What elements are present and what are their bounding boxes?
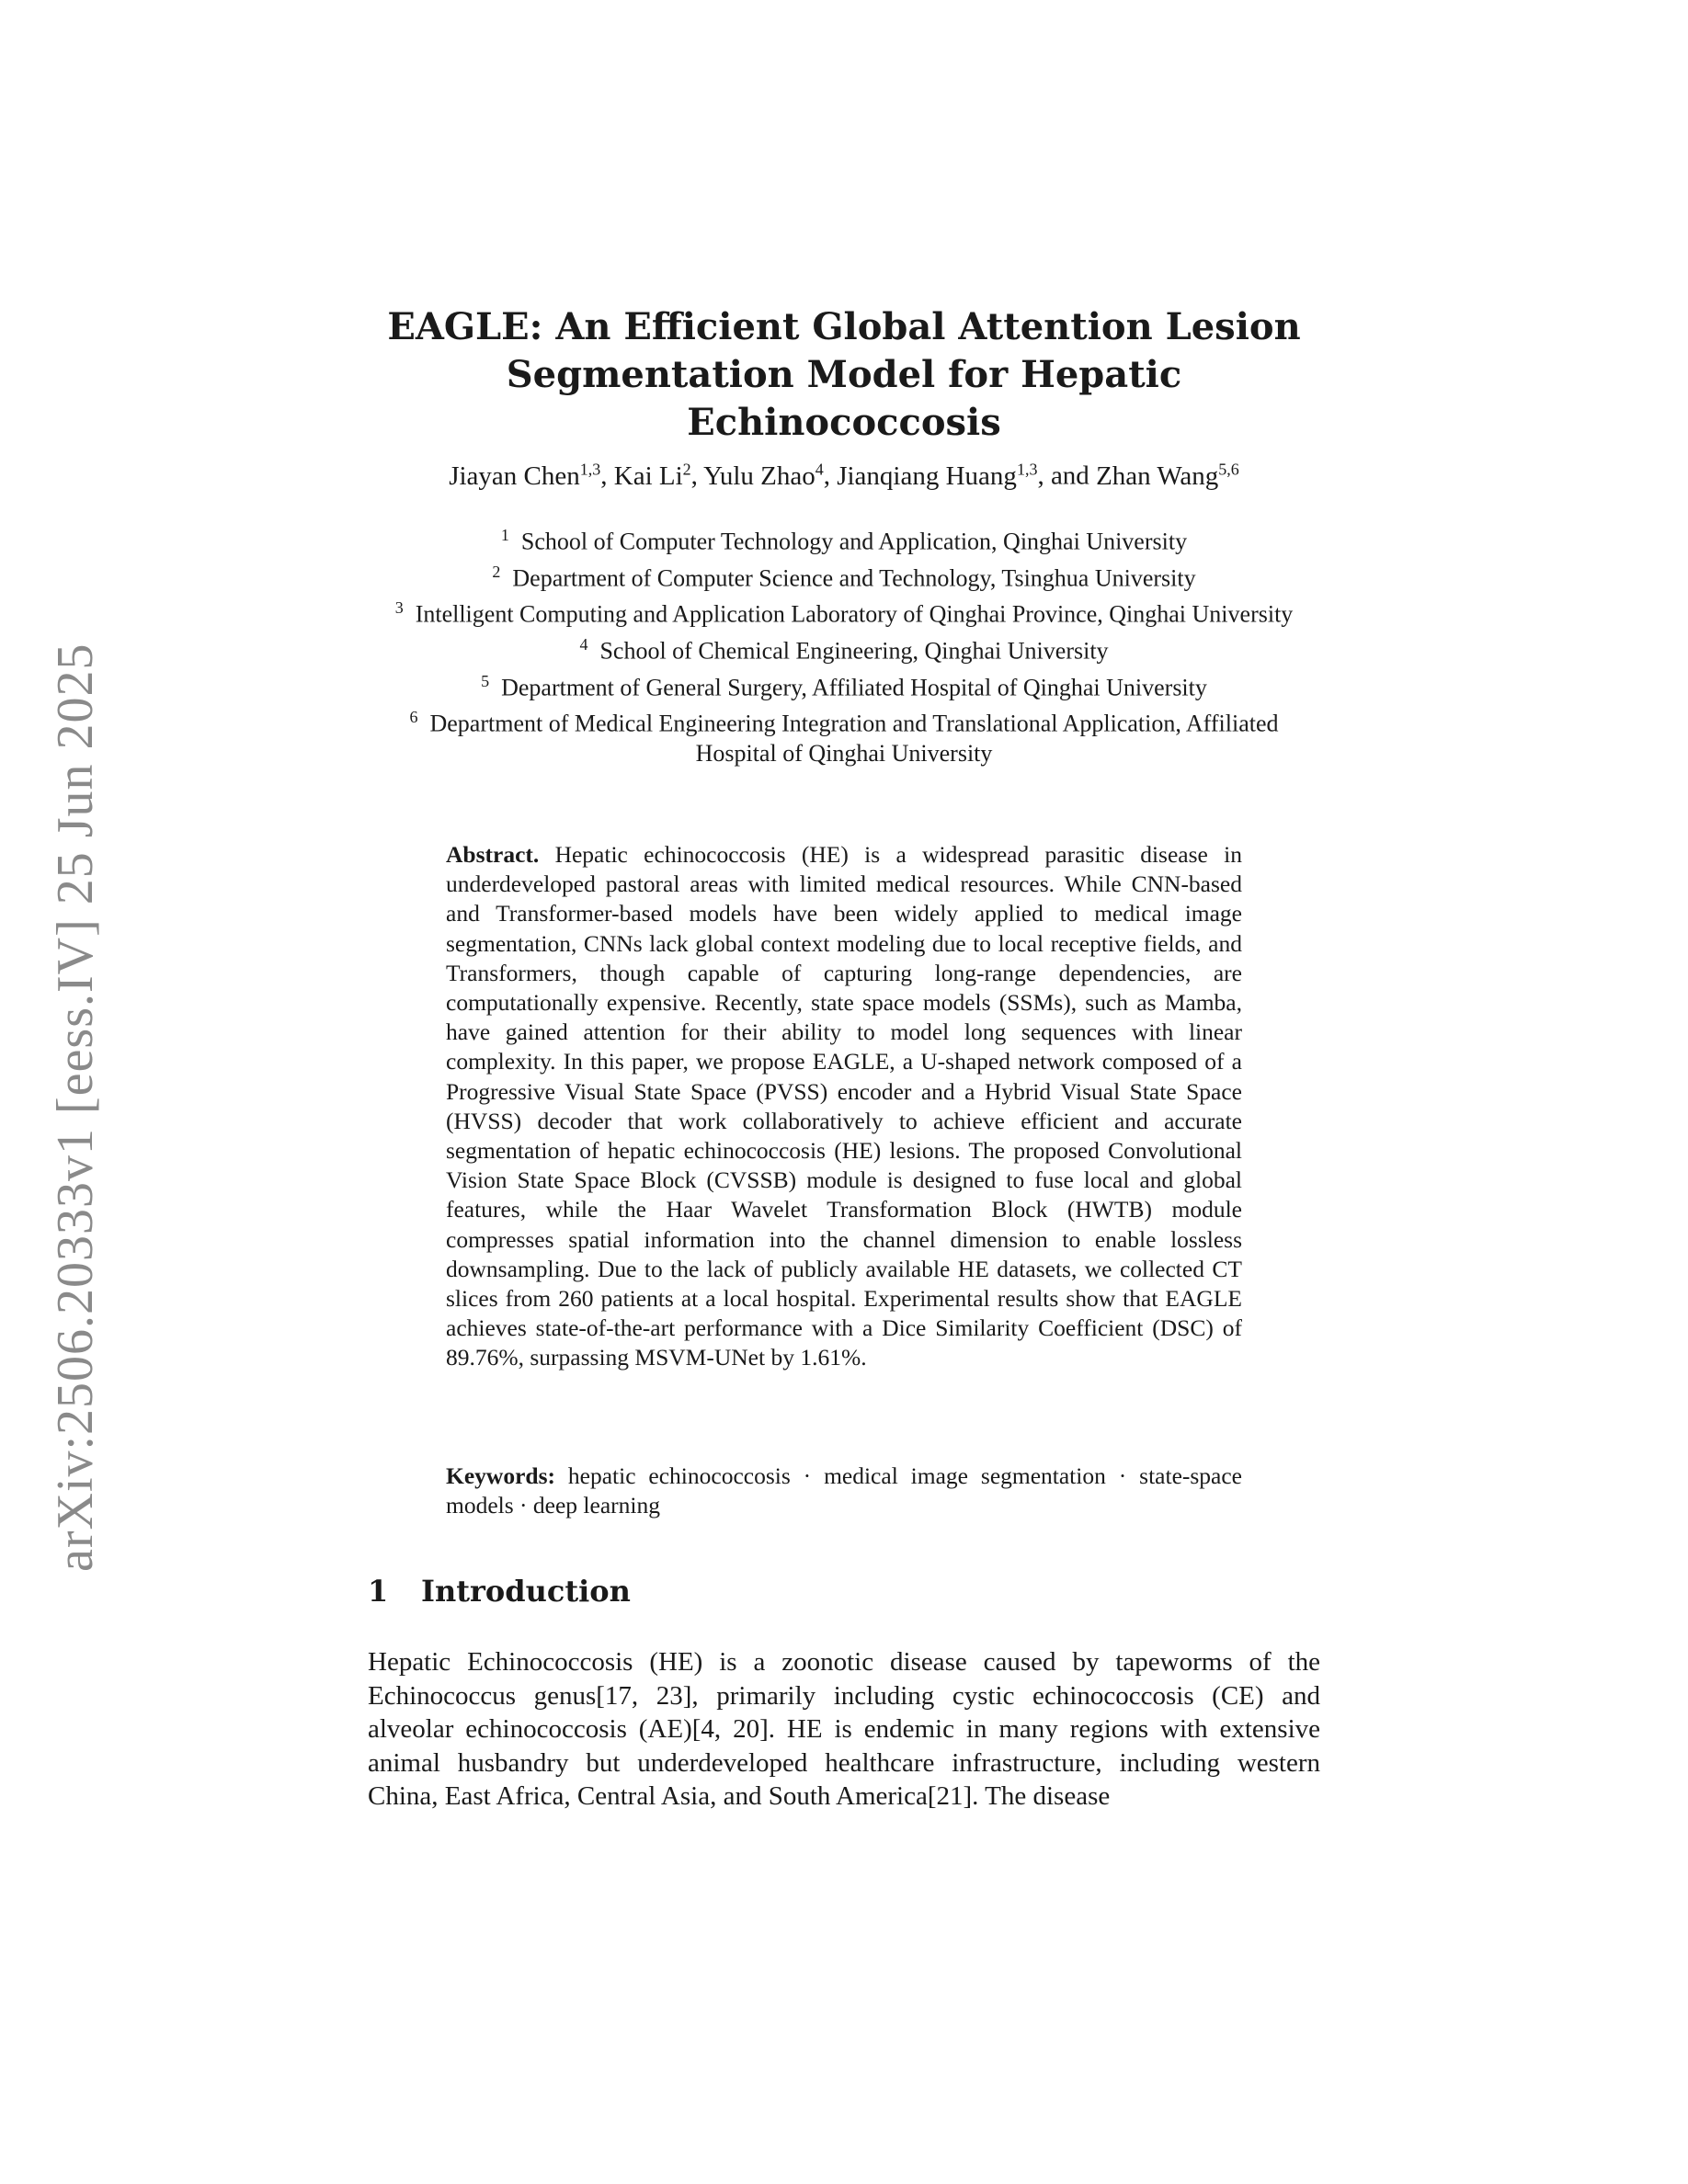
- author: Yulu Zhao$^4$: [703, 460, 824, 491]
- affiliation: $^5$ Department of General Surgery, Affiliated Hospital of Qinghai University: [481, 671, 1207, 701]
- author-list: Jiayan Chen$^{1,3}$, Kai Li$^2$, Yulu Zhao$^4$, Jianqiang Huang$^{1,3}$, and Zhan Wang$^{5,6}$: [449, 460, 1239, 491]
- author: Jianqiang Huang$^{1,3}$: [837, 460, 1038, 491]
- section-heading: [368, 1574, 631, 1609]
- title-line-1: EAGLE: An Efficient Global Attention Lesion: [387, 305, 1301, 348]
- keywords: [446, 1462, 1242, 1520]
- abstract-text: Hepatic echinococcosis (HE) is a widespread parasitic disease in underdeveloped pastoral areas with limited medical resources. While CNN-based and Transformer-based models have been widely applied to medical image segmentation, CNNs lack global context modeling due to local receptive fields, and Transformers, though capable of capturing long-range dependencies, are computationally expensive. Recently, state space models (SSMs), such as Mamba, have gained attention for their ability to model long sequences with linear complexity. In this paper, we propose EAGLE, a U-shaped network composed of a Progressive Visual State Space (PVSS) encoder and a Hybrid Visual State Space (HVSS) decoder that work collaboratively to achieve efficient and accurate segmentation of hepatic echinococcosis (HE) lesions. The proposed Convolutional Vision State Space Block (CVSSB) module is designed to fuse local and global features, while the Haar Wavelet Transformation Block (HWTB) module compresses spatial information into the channel dimension to enable lossless downsampling. Due to the lack of publicly available HE datasets, we collected CT slices from 260 patients at a local hospital. Experimental results show that EAGLE achieves state-of-the-art performance with a Dice Similarity Coefficient (DSC) of 89.76%, surpassing MSVM-UNet by 1.61%.: [446, 841, 1242, 1371]
- abstract: [446, 840, 1242, 1373]
- author: Kai Li$^2$: [613, 460, 691, 491]
- author: Jiayan Chen$^{1,3}$: [449, 460, 601, 491]
- affiliation-list: [368, 520, 1320, 768]
- keywords-text: hepatic echinococcosis · medical image segmentation · state-space models · deep learning: [446, 1462, 1243, 1519]
- affiliation: $^6$ Department of Medical Engineering Integration and Translational Application, Affiliated Hospital of Qinghai University: [409, 708, 1279, 767]
- affiliation: $^2$ Department of Computer Science and Technology, Tsinghua University: [492, 562, 1196, 592]
- abstract-label: Abstract.: [446, 841, 540, 868]
- arxiv-side-stamp: arXiv:2506.20333v1 [eess.IV] 25 Jun 2025: [47, 643, 104, 1572]
- intro-paragraph: Hepatic Echinococcosis (HE) is a zoonotic disease caused by tapeworms of the Echinococcus genus[17, 23], primarily including cystic echinococcosis (CE) and alveolar echinococcosis (AE)[4, 20]. HE is endemic in many regions with extensive animal husbandry but underdeveloped healthcare infrastructure, including western China, East Africa, Central Asia, and South America[21]. The disease: [368, 1647, 1320, 1812]
- affiliation: $^4$ School of Chemical Engineering, Qinghai University: [579, 634, 1109, 665]
- affiliation: $^1$ School of Computer Technology and Application, Qinghai University: [500, 526, 1188, 555]
- title-line-2: Segmentation Model for Hepatic Echinococcosis: [506, 353, 1182, 444]
- section-title: Introduction: [421, 1574, 631, 1609]
- author: Zhan Wang$^{5,6}$: [1096, 460, 1239, 491]
- section-number: 1: [368, 1574, 389, 1609]
- paper-title: [349, 303, 1339, 447]
- keywords-label: Keywords:: [446, 1462, 555, 1489]
- affiliation: $^3$ Intelligent Computing and Application Laboratory of Qinghai Province, Qinghai University: [394, 598, 1294, 628]
